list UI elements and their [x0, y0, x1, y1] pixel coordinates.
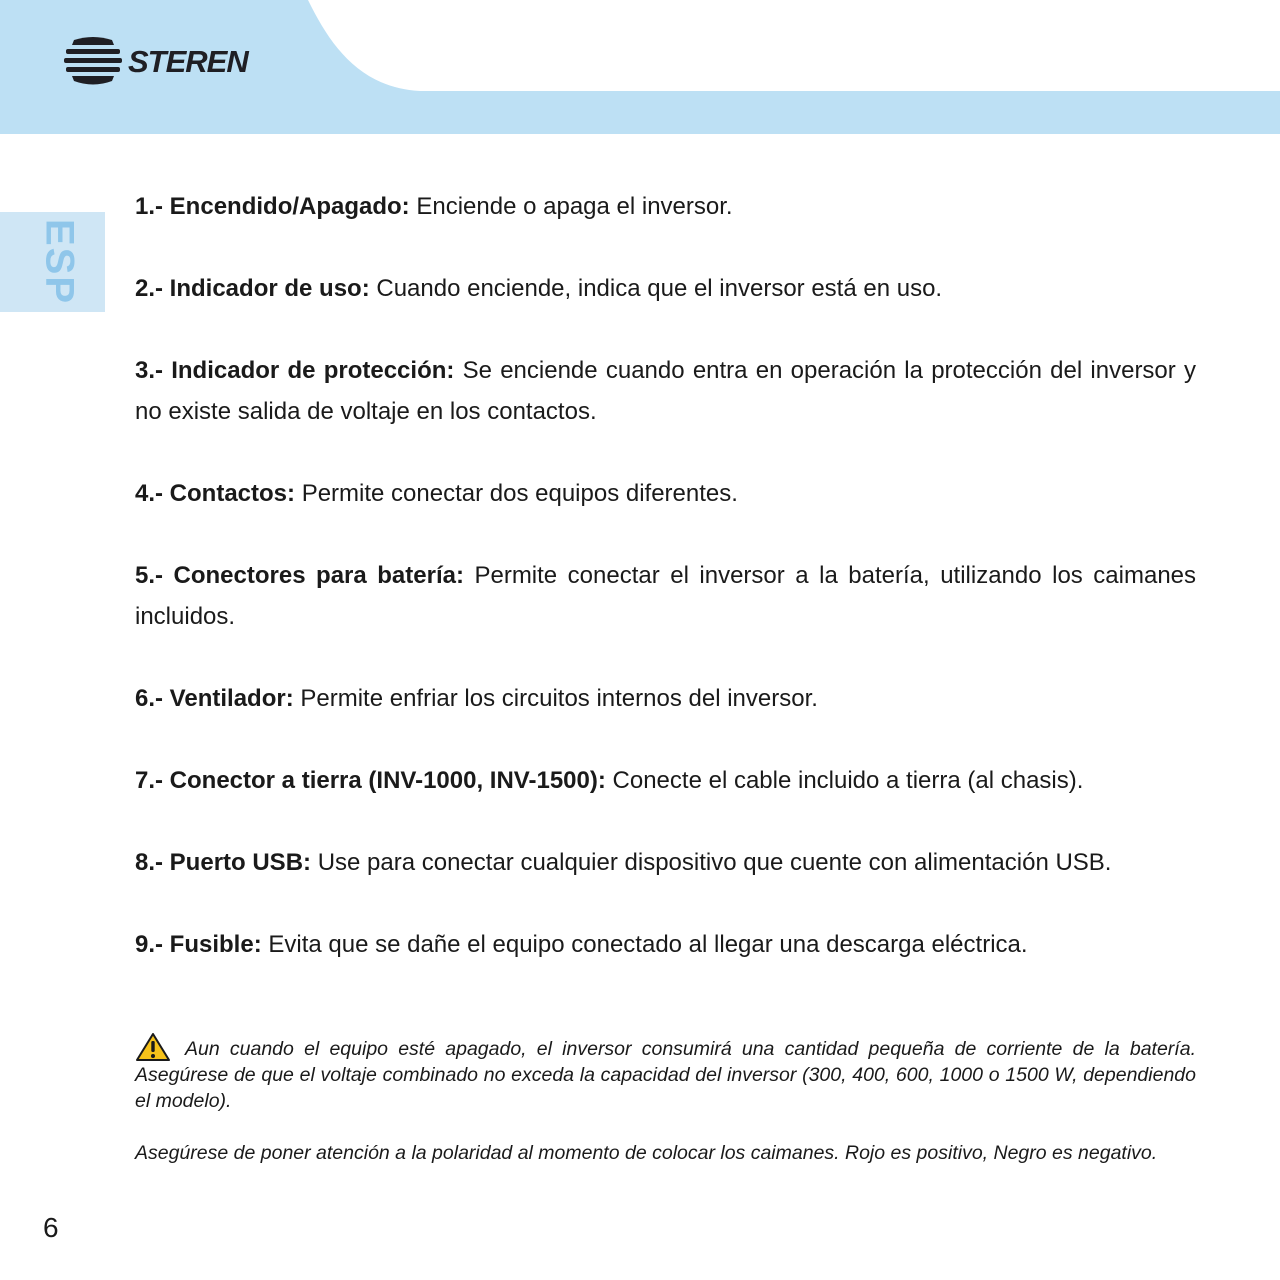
warning-text-1: Aun cuando el equipo esté apagado, el inversor consumirá una cantidad pequeña de corriente de la batería. Asegúrese de que el voltaje combinado no exceda la capacidad del inversor (300, 400, 600, 1000 o 1500 W, dependiendo el modelo). [135, 1038, 1196, 1112]
warning-note [135, 1032, 1196, 1192]
page-number: 6 [43, 1212, 59, 1243]
list-item [135, 555, 1196, 637]
list-item [135, 760, 1196, 801]
item-label: 4.- Contactos: [135, 480, 296, 507]
item-text: Permite conectar el inversor a la batería, utilizando los caimanes incluidos. [135, 562, 1197, 630]
item-label: 7.- Conector a tierra (INV-1000, INV-1500): [135, 767, 606, 794]
warning-paragraph [135, 1032, 1196, 1114]
item-label: 8.- Puerto USB: [135, 849, 312, 876]
list-item [135, 678, 1196, 719]
warning-triangle-icon [135, 1032, 171, 1062]
item-text: Conecte el cable incluido a tierra (al chasis). [612, 767, 1084, 794]
item-label: 5.- Conectores para batería: [135, 562, 464, 589]
item-text: Enciende o apaga el inversor. [416, 193, 733, 220]
warning-text-2: Asegúrese de poner atención a la polaridad al momento de colocar los caimanes. Rojo es positivo, Negro es negativo. [135, 1142, 1158, 1164]
feature-list [135, 186, 1196, 1006]
brand-name: STEREN [128, 44, 248, 79]
item-label: 9.- Fusible: [135, 931, 262, 958]
item-text: Use para conectar cualquier dispositivo que cuente con alimentación USB. [317, 849, 1112, 876]
list-item [135, 186, 1196, 227]
item-text: Permite conectar dos equipos diferentes. [301, 480, 738, 507]
item-text: Evita que se dañe el equipo conectado al llegar una descarga eléctrica. [268, 931, 1028, 958]
warning-paragraph [135, 1140, 1196, 1166]
steren-logo-icon [64, 36, 122, 88]
item-text: Cuando enciende, indica que el inversor está en uso. [376, 275, 943, 302]
item-label: 6.- Ventilador: [135, 685, 294, 712]
list-item [135, 350, 1196, 432]
list-item [135, 924, 1196, 965]
list-item [135, 842, 1196, 883]
item-text: Se enciende cuando entra en operación la protección del inversor y no existe salida de voltaje en los contactos. [135, 357, 1197, 425]
item-text: Permite enfriar los circuitos internos del inversor. [300, 685, 818, 712]
language-tab [0, 212, 105, 312]
item-label: 1.- Encendido/Apagado: [135, 193, 410, 220]
item-label: 2.- Indicador de uso: [135, 275, 370, 302]
list-item [135, 473, 1196, 514]
language-tab-label: ESP [37, 218, 82, 306]
steren-logo [64, 34, 248, 90]
list-item [135, 268, 1196, 309]
item-label: 3.- Indicador de protección: [135, 357, 455, 384]
